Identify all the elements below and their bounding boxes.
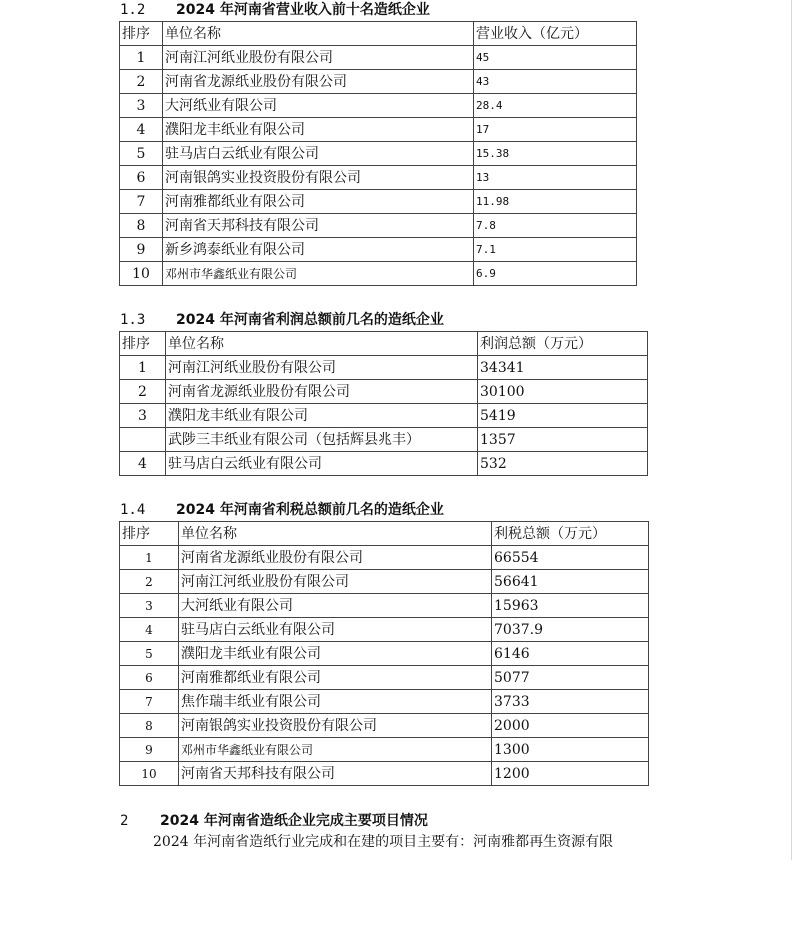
table-row [120,142,637,166]
section-number: 1.2 [120,2,146,18]
cell-value: 43 [474,70,637,94]
cell-name: 濮阳龙丰纸业有限公司 [166,404,478,428]
cell-rank: 3 [120,94,163,118]
cell-rank: 9 [120,738,179,762]
table-row [120,594,649,618]
cell-value: 30100 [478,380,648,404]
cell-rank: 4 [120,452,166,476]
cell-rank: 7 [120,690,179,714]
cell-value: 7037.9 [492,618,649,642]
cell-name: 河南雅都纸业有限公司 [163,190,474,214]
cell-rank: 2 [120,570,179,594]
table-header-row [120,332,648,356]
table-row [120,46,637,70]
section-1-3-heading [120,311,444,329]
table-row [120,118,637,142]
page-edge-line [791,0,792,860]
cell-name: 河南雅都纸业有限公司 [179,666,492,690]
section-2-heading [120,812,428,830]
table-row [120,238,637,262]
table-row [120,642,649,666]
section-1-2-heading [120,1,430,19]
cell-value: 2000 [492,714,649,738]
cell-name: 河南省龙源纸业股份有限公司 [179,546,492,570]
cell-rank: 1 [120,546,179,570]
cell-rank: 1 [120,356,166,380]
cell-rank: 6 [120,666,179,690]
table-header-cell: 排序 [120,332,166,356]
cell-value: 66554 [492,546,649,570]
table-row [120,94,637,118]
cell-name: 大河纸业有限公司 [179,594,492,618]
cell-name: 濮阳龙丰纸业有限公司 [163,118,474,142]
cell-name: 新乡鸿泰纸业有限公司 [163,238,474,262]
cell-rank: 3 [120,594,179,618]
table-header-cell: 单位名称 [179,522,492,546]
cell-name: 濮阳龙丰纸业有限公司 [179,642,492,666]
cell-rank: 9 [120,238,163,262]
table-header-cell: 排序 [120,522,179,546]
table-header-row [120,522,649,546]
cell-name: 大河纸业有限公司 [163,94,474,118]
cell-rank: 10 [120,262,163,286]
cell-value: 6146 [492,642,649,666]
table-row [120,546,649,570]
table-row [120,190,637,214]
cell-name: 河南江河纸业股份有限公司 [166,356,478,380]
section-number: 1.4 [120,502,146,518]
table-header-cell: 单位名称 [166,332,478,356]
profit-table [119,331,648,476]
cell-name: 邓州市华鑫纸业有限公司 [179,738,492,762]
cell-value: 28.4 [474,94,637,118]
cell-name: 河南银鸽实业投资股份有限公司 [163,166,474,190]
cell-value: 1357 [478,428,648,452]
cell-name: 河南江河纸业股份有限公司 [163,46,474,70]
table-row [120,356,648,380]
cell-value: 13 [474,166,637,190]
cell-value: 1300 [492,738,649,762]
cell-value: 532 [478,452,648,476]
section-number: 2 [120,813,129,829]
table-row [120,214,637,238]
cell-value: 56641 [492,570,649,594]
table-header-cell: 单位名称 [163,22,474,46]
cell-value: 6.9 [474,262,637,286]
table-row [120,762,649,786]
cell-rank: 2 [120,70,163,94]
table-row [120,714,649,738]
cell-value: 34341 [478,356,648,380]
section-number: 1.3 [120,312,146,328]
cell-value: 11.98 [474,190,637,214]
table-row [120,570,649,594]
table-row [120,166,637,190]
cell-name: 焦作瑞丰纸业有限公司 [179,690,492,714]
cell-value: 1200 [492,762,649,786]
table-row [120,690,649,714]
cell-rank: 8 [120,714,179,738]
cell-value: 45 [474,46,637,70]
table-row [120,618,649,642]
table-row [120,452,648,476]
cell-name: 驻马店白云纸业有限公司 [179,618,492,642]
table-row [120,404,648,428]
cell-value: 7.1 [474,238,637,262]
cell-name: 河南省龙源纸业股份有限公司 [163,70,474,94]
table-row [120,380,648,404]
table-header-cell: 利税总额（万元） [492,522,649,546]
cell-rank: 7 [120,190,163,214]
cell-rank: 1 [120,46,163,70]
cell-value: 17 [474,118,637,142]
table-row [120,428,648,452]
cell-rank: 2 [120,380,166,404]
cell-name: 河南省天邦科技有限公司 [163,214,474,238]
cell-rank: 8 [120,214,163,238]
cell-rank: 4 [120,118,163,142]
cell-value: 3733 [492,690,649,714]
cell-name: 驻马店白云纸业有限公司 [163,142,474,166]
table-row [120,262,637,286]
cell-rank: 10 [120,762,179,786]
cell-rank: 3 [120,404,166,428]
section-title: 2024 年河南省利润总额前几名的造纸企业 [176,312,444,328]
cell-name: 驻马店白云纸业有限公司 [166,452,478,476]
table-header-cell: 营业收入（亿元） [474,22,637,46]
cell-rank [120,428,166,452]
tax-profit-table [119,521,649,786]
cell-rank: 6 [120,166,163,190]
table-header-cell: 利润总额（万元） [478,332,648,356]
cell-rank: 5 [120,142,163,166]
revenue-table [119,21,637,286]
section-title: 2024 年河南省利税总额前几名的造纸企业 [176,502,444,518]
cell-value: 5419 [478,404,648,428]
cell-value: 5077 [492,666,649,690]
cell-name: 河南省天邦科技有限公司 [179,762,492,786]
cell-name: 河南省龙源纸业股份有限公司 [166,380,478,404]
cell-name: 河南江河纸业股份有限公司 [179,570,492,594]
cell-name: 武陟三丰纸业有限公司（包括辉县兆丰） [166,428,478,452]
cell-name: 邓州市华鑫纸业有限公司 [163,262,474,286]
cell-name: 河南银鸽实业投资股份有限公司 [179,714,492,738]
cell-rank: 4 [120,618,179,642]
section-title: 2024 年河南省营业收入前十名造纸企业 [176,2,430,18]
section-2-paragraph: 2024 年河南省造纸行业完成和在建的项目主要有：河南雅都再生资源有限 [153,834,614,850]
table-row [120,666,649,690]
table-header-cell: 排序 [120,22,163,46]
cell-rank: 5 [120,642,179,666]
table-header-row [120,22,637,46]
table-row [120,738,649,762]
cell-value: 15.38 [474,142,637,166]
section-1-4-heading [120,501,444,519]
cell-value: 7.8 [474,214,637,238]
section-title: 2024 年河南省造纸企业完成主要项目情况 [160,813,428,829]
table-row [120,70,637,94]
cell-value: 15963 [492,594,649,618]
